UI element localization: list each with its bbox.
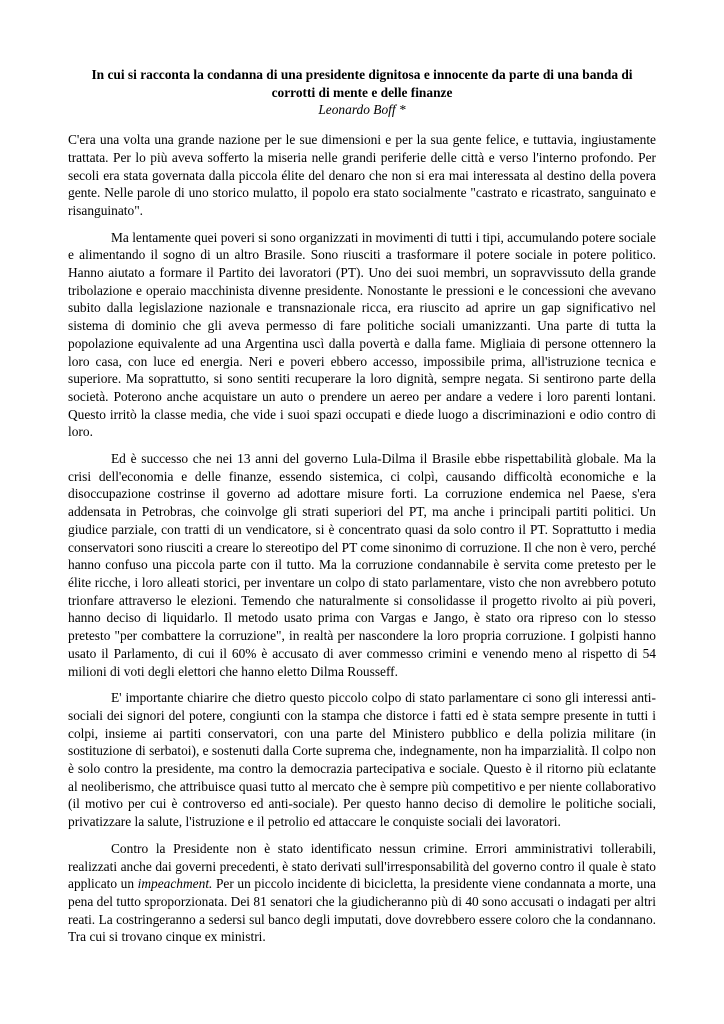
article-author: Leonardo Boff *	[318, 102, 406, 118]
article-title: In cui si racconta la condanna di una presidente dignitosa e innocente da parte di una banda di corrotti di mente e delle finanze	[91, 67, 633, 100]
paragraph-3: Ed è successo che nei 13 anni del governo Lula-Dilma il Brasile ebbe rispettabilità globale. Ma la crisi dell'economia e delle finanze, essendo sistemica, ci colpì, causando difficoltà economiche e la disoccupazione costrinse il governo ad adottare misure forti. La corruzione endemica nel Paese, s'era addensata in Petrobras, che coinvolge gli strati superiori del PT, ma anche i principali partiti politici. Un giudice parziale, con tratti di un vendicatore, si è concentrato quasi da solo contro il PT. Soprattutto i media conservatori sono riusciti a creare lo stereotipo del PT come sinonimo di corruzione. Il che non è vero, perché hanno confuso una piccola parte con il tutto. Ma la corruzione condannabile è servita come pretesto per le élite ricche, i loro alleati storici, per inventare un colpo di stato parlamentare, visto che non avrebbero potuto trionfare attraverso le elezioni. Temendo che naturalmente si consolidasse il progetto rivolto ai più poveri, hanno deciso di liquidarlo. Il metodo usato prima con Vargas e Jango, è stato ora ripreso con lo stesso pretesto "per combattere la corruzione", in realtà per nascondere la loro propria corruzione. I golpisti hanno usato il Parlamento, di cui il 60% è accusato di aver commesso crimini e venendo meno al rispetto di 54 milioni di voti degli elettori che hanno eletto Dilma Rousseff.	[68, 451, 656, 679]
paragraph-5	[68, 840, 656, 946]
paragraph-4: E' importante chiarire che dietro questo piccolo colpo di stato parlamentare ci sono gli interessi anti-sociali dei signori del potere, congiunti con la stampa che distorce i fatti ed è stata sempre presente in tutti i colpi, insieme ai partiti conservatori, con una parte del Ministero pubblico e della polizia militare (in sostituzione di serbatoi), e sostenuti dalla Corte suprema che, indegnamente, non ha imparzialità. Il colpo non è solo contro la presidente, ma contro la democrazia partecipativa e sociale. Questo è il ritorno più eclatante al neoliberismo, che attribuisce quasi tutto al mercato che è sempre più competitivo e per niente collaborativo (il motivo per cui è controverso ed anti-sociale). Per questo hanno deciso di demolire le politiche sociali, privatizzare la salute, l'istruzione e il petrolio ed attaccare le conquiste sociali dei lavoratori.	[68, 690, 656, 830]
paragraph-5-emphasis: impeachment.	[137, 876, 213, 892]
paragraph-1: C'era una volta una grande nazione per le sue dimensioni e per la sua gente felice, e tuttavia, ingiustamente trattata. Per lo più aveva sofferto la miseria nelle grandi periferie delle città e verso l'interno profondo. Per secoli era stata governata dalla piccola élite del denaro che non si era mai interessata al destino della povera gente. Nelle parole di uno storico mulatto, il popolo era stato socialmente "castrato e ricastrato, sanguinato e risanguinato".	[68, 132, 656, 218]
document-page	[68, 66, 656, 946]
paragraph-5-text-before: Contro la Presidente non è stato identificato nessun crimine. Errori amministrativi tollerabili, realizzati anche dai governi precedenti, è stato derivati sull'irresponsabilità del governo contro il quale è stato applicato un	[68, 840, 656, 892]
paragraph-2: Ma lentamente quei poveri si sono organizzati in movimenti di tutti i tipi, accumulando potere sociale e alimentando il sogno di un altro Brasile. Sono riusciti a trasformare il potere sociale in potere politico. Hanno aiutato a formare il Partito dei lavoratori (PT). Uno dei suoi membri, un sopravvissuto della grande tribolazione e operaio macchinista divenne presidente. Nonostante le pressioni e le concessioni che avevano subito dalla legislazione nazionale e transnazionale ricca, era riuscito ad aprire un gap significativo nel sistema di dominio che gli aveva permesso di fare politiche sociali umanizzanti. Una parte di tutta la popolazione equivalente ad una Argentina uscì dalla povertà e dalla fame. Migliaia di persone ottennero la loro casa, con luce ed energia. Neri e poveri ebbero accesso, impossibile prima, all'istruzione tecnica e superiore. Ma soprattutto, si sono sentiti recuperare la loro dignità, sempre negata. Si sentirono parte della società. Poterono anche acquistare un auto o prendere un aereo per andare a vedere i loro parenti lontani. Questo irritò la classe media, che vide i suoi spazi occupati e diede luogo a discriminazioni e odio contro di loro.	[68, 229, 656, 440]
paragraph-5-text-after: Per un piccolo incidente di bicicletta, la presidente viene condannata a morte, una pena del tutto sproporzionata. Dei 81 senatori che la giudicheranno più di 40 sono accusati o indagati per altri reati. La costringeranno a sedersi sul banco degli imputati, dove dovrebbero essere coloro che la condannano. Tra cui si trovano cinque ex ministri.	[68, 876, 656, 945]
